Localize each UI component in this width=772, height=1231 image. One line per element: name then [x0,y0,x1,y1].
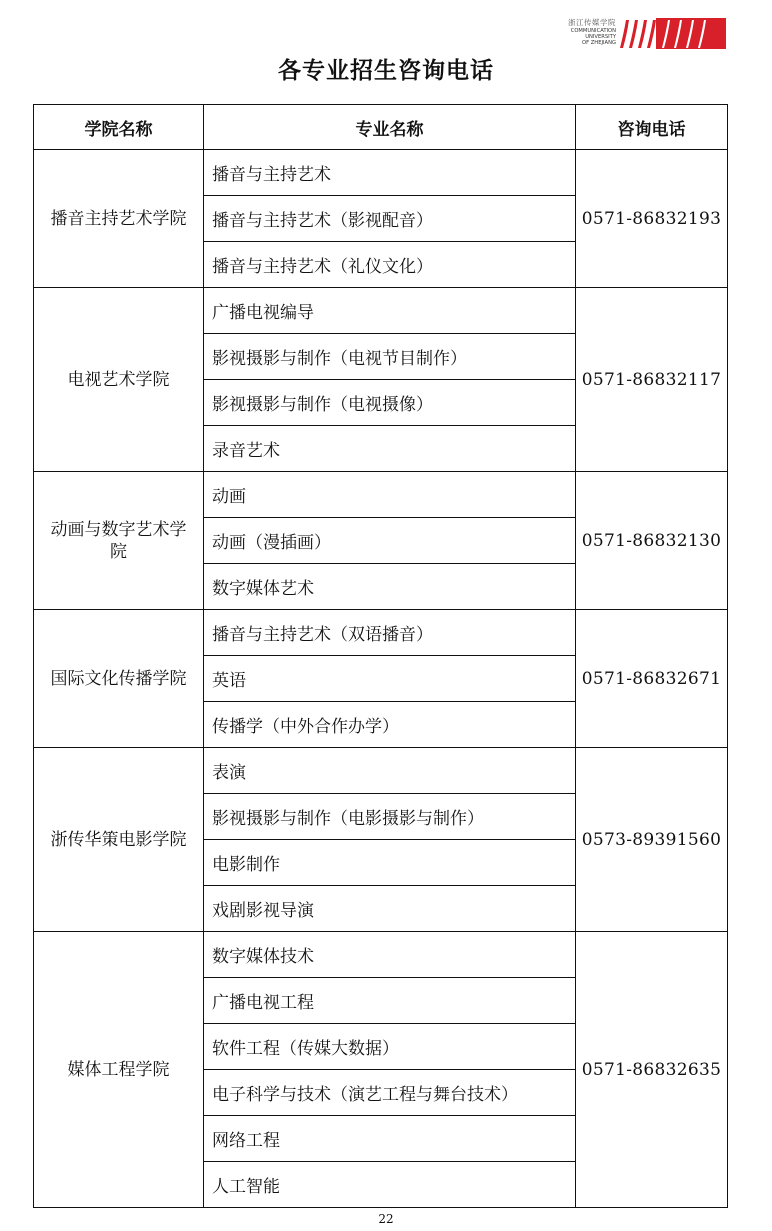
major-name: 电子科学与技术（演艺工程与舞台技术） [204,1070,576,1116]
major-name: 录音艺术 [204,426,576,472]
college-name: 电视艺术学院 [34,288,204,472]
logo-english-line: COMMUNICATION [570,28,616,34]
major-name: 广播电视工程 [204,978,576,1024]
major-name: 播音与主持艺术（双语播音） [204,610,576,656]
logo-english-line: UNIVERSITY [585,34,616,40]
logo-english-line: OF ZHEJIANG [582,40,616,46]
logo-mark-icon [618,18,726,49]
college-name: 播音主持艺术学院 [34,150,204,288]
major-name: 广播电视编导 [204,288,576,334]
table-header-row [34,105,728,150]
major-name: 数字媒体技术 [204,932,576,978]
table-row [34,610,728,656]
major-name: 播音与主持艺术 [204,150,576,196]
major-name: 英语 [204,656,576,702]
major-name: 软件工程（传媒大数据） [204,1024,576,1070]
table-row [34,748,728,794]
major-name: 播音与主持艺术（礼仪文化） [204,242,576,288]
major-name: 影视摄影与制作（电影摄影与制作） [204,794,576,840]
header-major: 专业名称 [204,105,576,150]
major-name: 动画（漫插画） [204,518,576,564]
logo-text [556,18,616,46]
table-row [34,932,728,978]
major-name: 动画 [204,472,576,518]
table-row [34,472,728,518]
college-name: 动画与数字艺术学院 [34,472,204,610]
header-phone: 咨询电话 [576,105,728,150]
college-name: 浙传华策电影学院 [34,748,204,932]
table-row [34,150,728,196]
major-name: 传播学（中外合作办学） [204,702,576,748]
contact-table [33,104,728,1208]
major-name: 戏剧影视导演 [204,886,576,932]
table-row [34,288,728,334]
major-name: 人工智能 [204,1162,576,1208]
major-name: 播音与主持艺术（影视配音） [204,196,576,242]
major-name: 影视摄影与制作（电视节目制作） [204,334,576,380]
phone-number: 0571-86832635 [576,932,728,1208]
phone-number: 0571-86832671 [576,610,728,748]
major-name: 表演 [204,748,576,794]
header-college: 学院名称 [34,105,204,150]
logo-chinese-name: 浙江传媒学院 [568,18,616,27]
university-logo [556,18,728,50]
phone-number: 0573-89391560 [576,748,728,932]
college-name: 国际文化传播学院 [34,610,204,748]
page-number: 22 [378,1212,394,1226]
phone-number: 0571-86832130 [576,472,728,610]
page-title: 各专业招生咨询电话 [278,58,494,84]
major-name: 影视摄影与制作（电视摄像） [204,380,576,426]
phone-number: 0571-86832117 [576,288,728,472]
major-name: 电影制作 [204,840,576,886]
college-name: 媒体工程学院 [34,932,204,1208]
major-name: 网络工程 [204,1116,576,1162]
phone-number: 0571-86832193 [576,150,728,288]
major-name: 数字媒体艺术 [204,564,576,610]
